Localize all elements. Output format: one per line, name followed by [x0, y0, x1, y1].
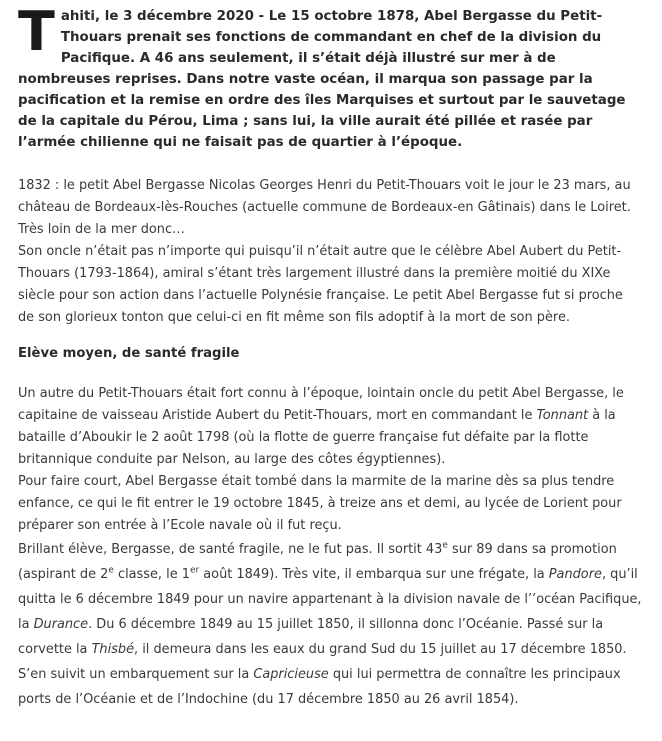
text-run: qui lui permettra de connaître les principaux ports de l’Océanie et de l’Indochine (du 17 décembre 1850 au 26 avril 1854). — [18, 667, 621, 707]
section-heading: Elève moyen, de santé fragile — [18, 346, 240, 361]
drop-cap: T — [18, 0, 55, 63]
paragraph-career — [18, 537, 642, 712]
text-run: Brillant élève, Bergasse, de santé fragile, ne le fut pas. Il sortit 43 — [18, 542, 443, 557]
ordinal-suffix: er — [189, 565, 200, 576]
text-run: . Du 6 décembre 1849 au 15 juillet 1850, il sillonna donc l’Océanie. Passé sur la corvette la — [18, 617, 604, 657]
text-run: classe, le 1 — [113, 567, 190, 582]
text-run: Un autre du Petit-Thouars était fort connu à l’époque, lointain oncle du petit Abel Bergasse, le capitaine de vaisseau Aristide Aubert du Petit-Thouars, mort en commandant le — [18, 386, 624, 423]
paragraph-uncle: Son oncle n’était pas n’importe qui puisqu’il n’était autre que le célèbre Abel Aubert du Petit-Thouars (1793-1864), amiral s’étant très largement illustré dans la première moitié du XIXe siècle pour son action dans l’actuelle Polynésie française. Le petit Abel Bergasse fut si proche de son glorieux tonton que celui-ci en fit même son fils adoptif à la mort de son père. — [18, 244, 623, 325]
paragraph-lorient: Pour faire court, Abel Bergasse était tombé dans la marmite de la marine dès sa plus tendre enfance, ce qui le fit entrer le 19 octobre 1845, à treize ans et demi, au lycée de Lorient pour préparer son entrée à l’Ecole navale où il fut reçu. — [18, 474, 622, 533]
paragraph-birth: 1832 : le petit Abel Bergasse Nicolas Georges Henri du Petit-Thouars voit le jour le 23 mars, au château de Bordeaux-lès-Rouches (actuelle commune de Bordeaux-en Gâtinais) dans le Loiret. Très loin de la mer donc… — [18, 178, 631, 237]
text-run: sur 89 dans sa promotion (aspirant de 2 — [18, 542, 617, 582]
paragraph-aristide — [18, 383, 642, 471]
ship-name: Thisbé — [91, 642, 135, 657]
ordinal-suffix: e — [108, 565, 114, 576]
section-education — [18, 383, 642, 712]
text-run: , qu’il quitta le 6 décembre 1849 pour un navire appartenant à la division navale de l’’océan Pacifique, la — [18, 567, 642, 632]
ship-name: Capricieuse — [253, 667, 329, 682]
ship-name: Pandore — [548, 567, 602, 582]
text-run: , il demeura dans les eaux du grand Sud du 15 juillet au 17 décembre 1850. S’en suivit un embarquement sur la — [18, 642, 627, 682]
ordinal-suffix: e — [442, 540, 448, 551]
text-run: à la bataille d’Aboukir le 2 août 1798 (où la flotte de guerre française fut défaite par la flotte britannique conduite par Nelson, au large des côtes égyptiennes). — [18, 408, 616, 467]
section-birth — [18, 175, 642, 329]
article-lede — [18, 0, 642, 153]
text-run: août 1849). Très vite, il embarqua sur une frégate, la — [199, 567, 549, 582]
ship-name: Durance — [33, 617, 89, 632]
ship-name: Tonnant — [536, 408, 589, 423]
lede-text: ahiti, le 3 décembre 2020 - Le 15 octobre 1878, Abel Bergasse du Petit-Thouars prenait ses fonctions de commandant en chef de la division du Pacifique. A 46 ans seulement, il s’était déjà illustré sur mer à de nombreuses reprises. Dans notre vaste océan, il marqua son passage par la pacification et la remise en ordre des îles Marquises et surtout par le sauvetage de la capitale du Pérou, Lima ; sans lui, la ville aurait été pillée et rasée par l’armée chilienne qui ne faisait pas de quartier à l’époque. — [18, 9, 626, 150]
